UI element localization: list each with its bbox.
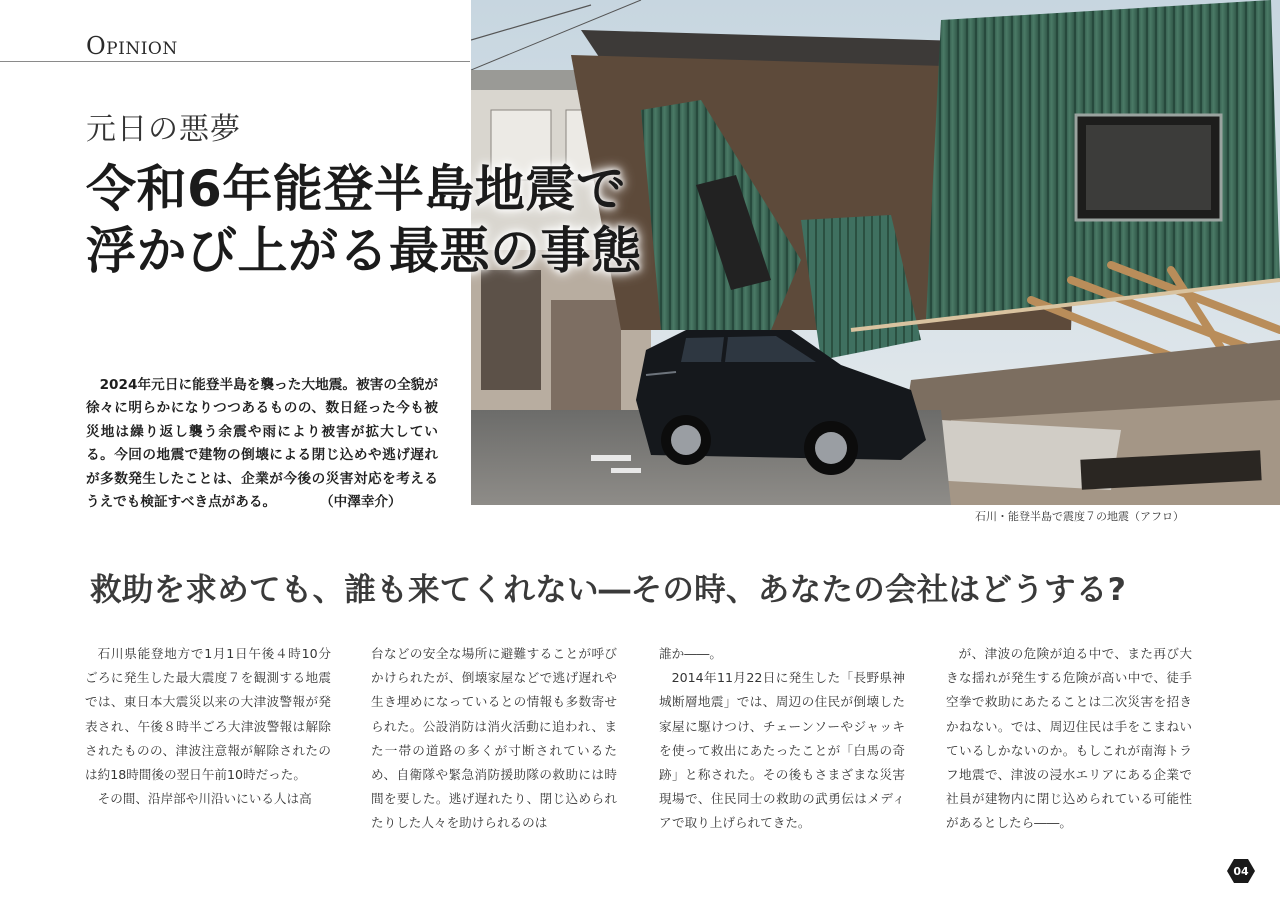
body-paragraph: 石川県能登地方で1月1日午後４時10分ごろに発生した最大震度７を観測する地震では、東日本大震災以来の大津波警報が発表され、午後８時半ごろ大津波警報は解除されたものの、津波注意報が解除されたのは約18時間後の翌日午前10時だった。 — [85, 646, 331, 783]
section-divider — [0, 61, 470, 62]
body-column-1 — [85, 642, 331, 811]
page-number — [1227, 859, 1255, 883]
headline-line-2: 浮かび上がる最悪の事態 — [86, 222, 642, 280]
body-paragraph: 台などの安全な場所に避難することが呼びかけられたが、倒壊家屋などで逃げ遅れや生き埋めになっているとの情報も多数寄せられた。公設消防は消火活動に追われ、また一帯の道路の多くが寸断されているため、自衛隊や緊急消防援助隊の救助には時間を要した。逃げ遅れたり、閉じ込められたりした人々を助けられるのは — [371, 646, 617, 831]
headline-line-1: 令和6年能登半島地震で — [86, 160, 627, 218]
subhead: 救助を求めても、誰も来てくれない―その時、あなたの会社はどうする? — [90, 572, 1127, 608]
body-column-4 — [946, 642, 1192, 836]
photo-caption: 石川・能登半島で震度７の地震（アフロ） — [975, 510, 1184, 523]
body-paragraph: その間、沿岸部や川沿いにいる人は高 — [97, 791, 312, 807]
body-paragraph: が、津波の危険が迫る中で、また再び大きな揺れが発生する危険が高い中で、徒手空拳で救助にあたることは二次災害を招きかねない。では、周辺住民は手をこまねいているしかないのか。もしこれが南海トラフ地震で、津波の浸水エリアにある企業で社員が建物内に閉じ込められている可能性があるとしたら――。 — [946, 646, 1192, 831]
kicker: 元日の悪夢 — [86, 112, 241, 147]
body-paragraph: 2014年11月22日に発生した「長野県神城断層地震」では、周辺の住民が倒壊した家屋に駆けつけ、チェーンソーやジャッキを使って救出にあたったことが「白馬の奇跡」と称された。その後もさまざまな災害現場で、住民同士の救助の武勇伝はメディアで取り上げられてきた。 — [659, 670, 905, 831]
section-label: Opinion — [86, 32, 178, 60]
body-column-2 — [371, 642, 617, 836]
headline — [86, 158, 726, 282]
body-paragraph: 誰か――。 — [659, 646, 722, 661]
page-number-text: 04 — [1233, 864, 1249, 878]
lead-author: （中澤幸介） — [320, 494, 402, 511]
lead-text: 2024年元日に能登半島を襲った大地震。被害の全貌が徐々に明らかになりつつあるものの、数日経った今も被災地は繰り返し襲う余震や雨により被害が拡大している。今回の地震で建物の倒壊による閉じ込めや逃げ遅れが多数発生したことは、企業が今後の災害対応を考えるうえでも検証すべき点がある。 — [86, 377, 438, 511]
lead-paragraph — [86, 374, 438, 514]
body-column-3 — [659, 642, 905, 836]
